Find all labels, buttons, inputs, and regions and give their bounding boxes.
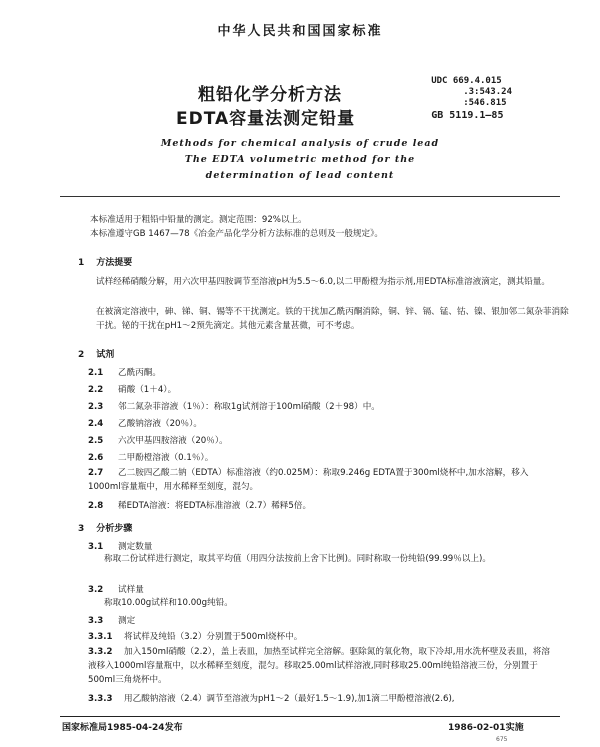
subsection-3-2-text: 称取10.00g试样和10.00g纯铅。 — [104, 598, 233, 608]
footer-divider — [60, 716, 560, 717]
issue-date: 国家标准局1985-04-24发布 — [62, 723, 183, 733]
udc-code-line2: .3:543.24 — [463, 87, 512, 97]
section-3-heading — [78, 521, 132, 534]
reagent-item: 2.1 乙酰丙酮。 — [88, 368, 161, 378]
reagent-item: 2.6 二甲酚橙溶液（0.1％）。 — [88, 453, 214, 463]
procedure-step: 3.3.3 用乙酸钠溶液（2.4）调节至溶液为pH1～2（最好1.5～1.9),加1滴二甲酚橙溶液(2.6), — [88, 694, 455, 704]
english-title-line3: determination of lead content — [205, 170, 395, 181]
intro-scope: 本标准适用于粗铅中铅量的测定。测定范围：92%以上。 — [90, 215, 307, 225]
subsection-3-1-heading: 3.1 测定数量 — [88, 542, 153, 552]
section-1-para-2: 在被滴定溶液中，砷、锑、铜、锡等不干扰测定。铁的干扰加乙酰丙酮消除，铜、锌、镉、锰、钴、镍、银加邻二氮杂菲消除干扰。铋的干扰在pH1～2预先滴定。其他元素含量甚微，可不考虑。 — [96, 307, 569, 331]
english-title-line1: Methods for chemical analysis of crude lead — [160, 138, 440, 149]
classification-codes — [431, 76, 512, 121]
udc-code-line1: UDC 669.4.015 — [431, 76, 502, 86]
reagent-item: 2.3 邻二氮杂菲溶液（1％）：称取1g试剂溶于100ml硝酸（2＋98）中。 — [88, 402, 380, 412]
subsection-3-3-heading: 3.3 测定 — [88, 616, 136, 626]
subsection-3-1-text: 称取二份试样进行测定，取其平均值（用四分法按前上舍下比例)。同时称取一份纯铅(99.99％以上)。 — [104, 554, 492, 564]
intro-compliance: 本标准遵守GB 1467—78《冶金产品化学分析方法标准的总则及一般规定》。 — [90, 229, 384, 239]
standard-name: 中华人民共和国国家标准 — [217, 24, 383, 39]
page-number: 675 — [496, 736, 508, 743]
section-number: 3 — [78, 524, 85, 534]
procedure-step: 3.3.2 加入150ml硝酸（2.2），盖上表皿，加热至试样完全溶解。驱除氮的氧化物，取下冷却,用水洗杯壁及表皿，将溶液移入1000ml容量瓶中，以水稀释至刻度，混匀。移取25.00ml试样溶液,同时移取25.00ml纯铅溶液三份，分别置于500ml三角烧杯中。 — [88, 647, 550, 685]
reagent-item: 2.2 硝酸（1＋4）。 — [88, 385, 177, 395]
reagent-item: 2.5 六次甲基四胺溶液（20％）。 — [88, 436, 228, 446]
gb-number: GB 5119.1—85 — [431, 110, 504, 121]
section-title: 方法提要 — [96, 258, 133, 268]
reagent-item: 2.4 乙酸钠溶液（20％）。 — [88, 419, 202, 429]
section-number: 1 — [78, 258, 85, 268]
reagent-item: 2.7 乙二胺四乙酸二钠（EDTA）标准溶液（约0.025M）：称取9.246g EDTA置于300ml烧杯中,加水溶解，移入1000ml容量瓶中，用水稀释至刻度，混匀。 — [88, 468, 529, 492]
title-chinese-line2: EDTA容量法测定铅量 — [176, 109, 356, 129]
title-chinese-line1: 粗铅化学分析方法 — [198, 85, 342, 105]
section-2-heading — [78, 347, 114, 360]
section-title: 分析步骤 — [96, 524, 133, 534]
section-number: 2 — [78, 350, 85, 360]
subsection-3-2-heading: 3.2 试样量 — [88, 585, 144, 595]
section-1-heading — [78, 255, 132, 268]
reagent-item: 2.8 稀EDTA溶液：将EDTA标准溶液（2.7）稀释5倍。 — [88, 501, 312, 511]
section-1-para-1: 试样经稀硝酸分解，用六次甲基四胺调节至溶液pH为5.5～6.0,以二甲酚橙为指示剂,用EDTA标准溶液滴定，测其铅量。 — [96, 277, 550, 287]
effective-date: 1986-02-01实施 — [448, 723, 524, 733]
procedure-step: 3.3.1 将试样及纯铅（3.2）分别置于500ml烧杯中。 — [88, 632, 303, 642]
udc-code-line3: :546.815 — [463, 98, 507, 108]
english-title-line2: The EDTA volumetric method for the — [184, 154, 416, 165]
section-title: 试剂 — [96, 350, 115, 360]
header-divider — [60, 196, 560, 197]
